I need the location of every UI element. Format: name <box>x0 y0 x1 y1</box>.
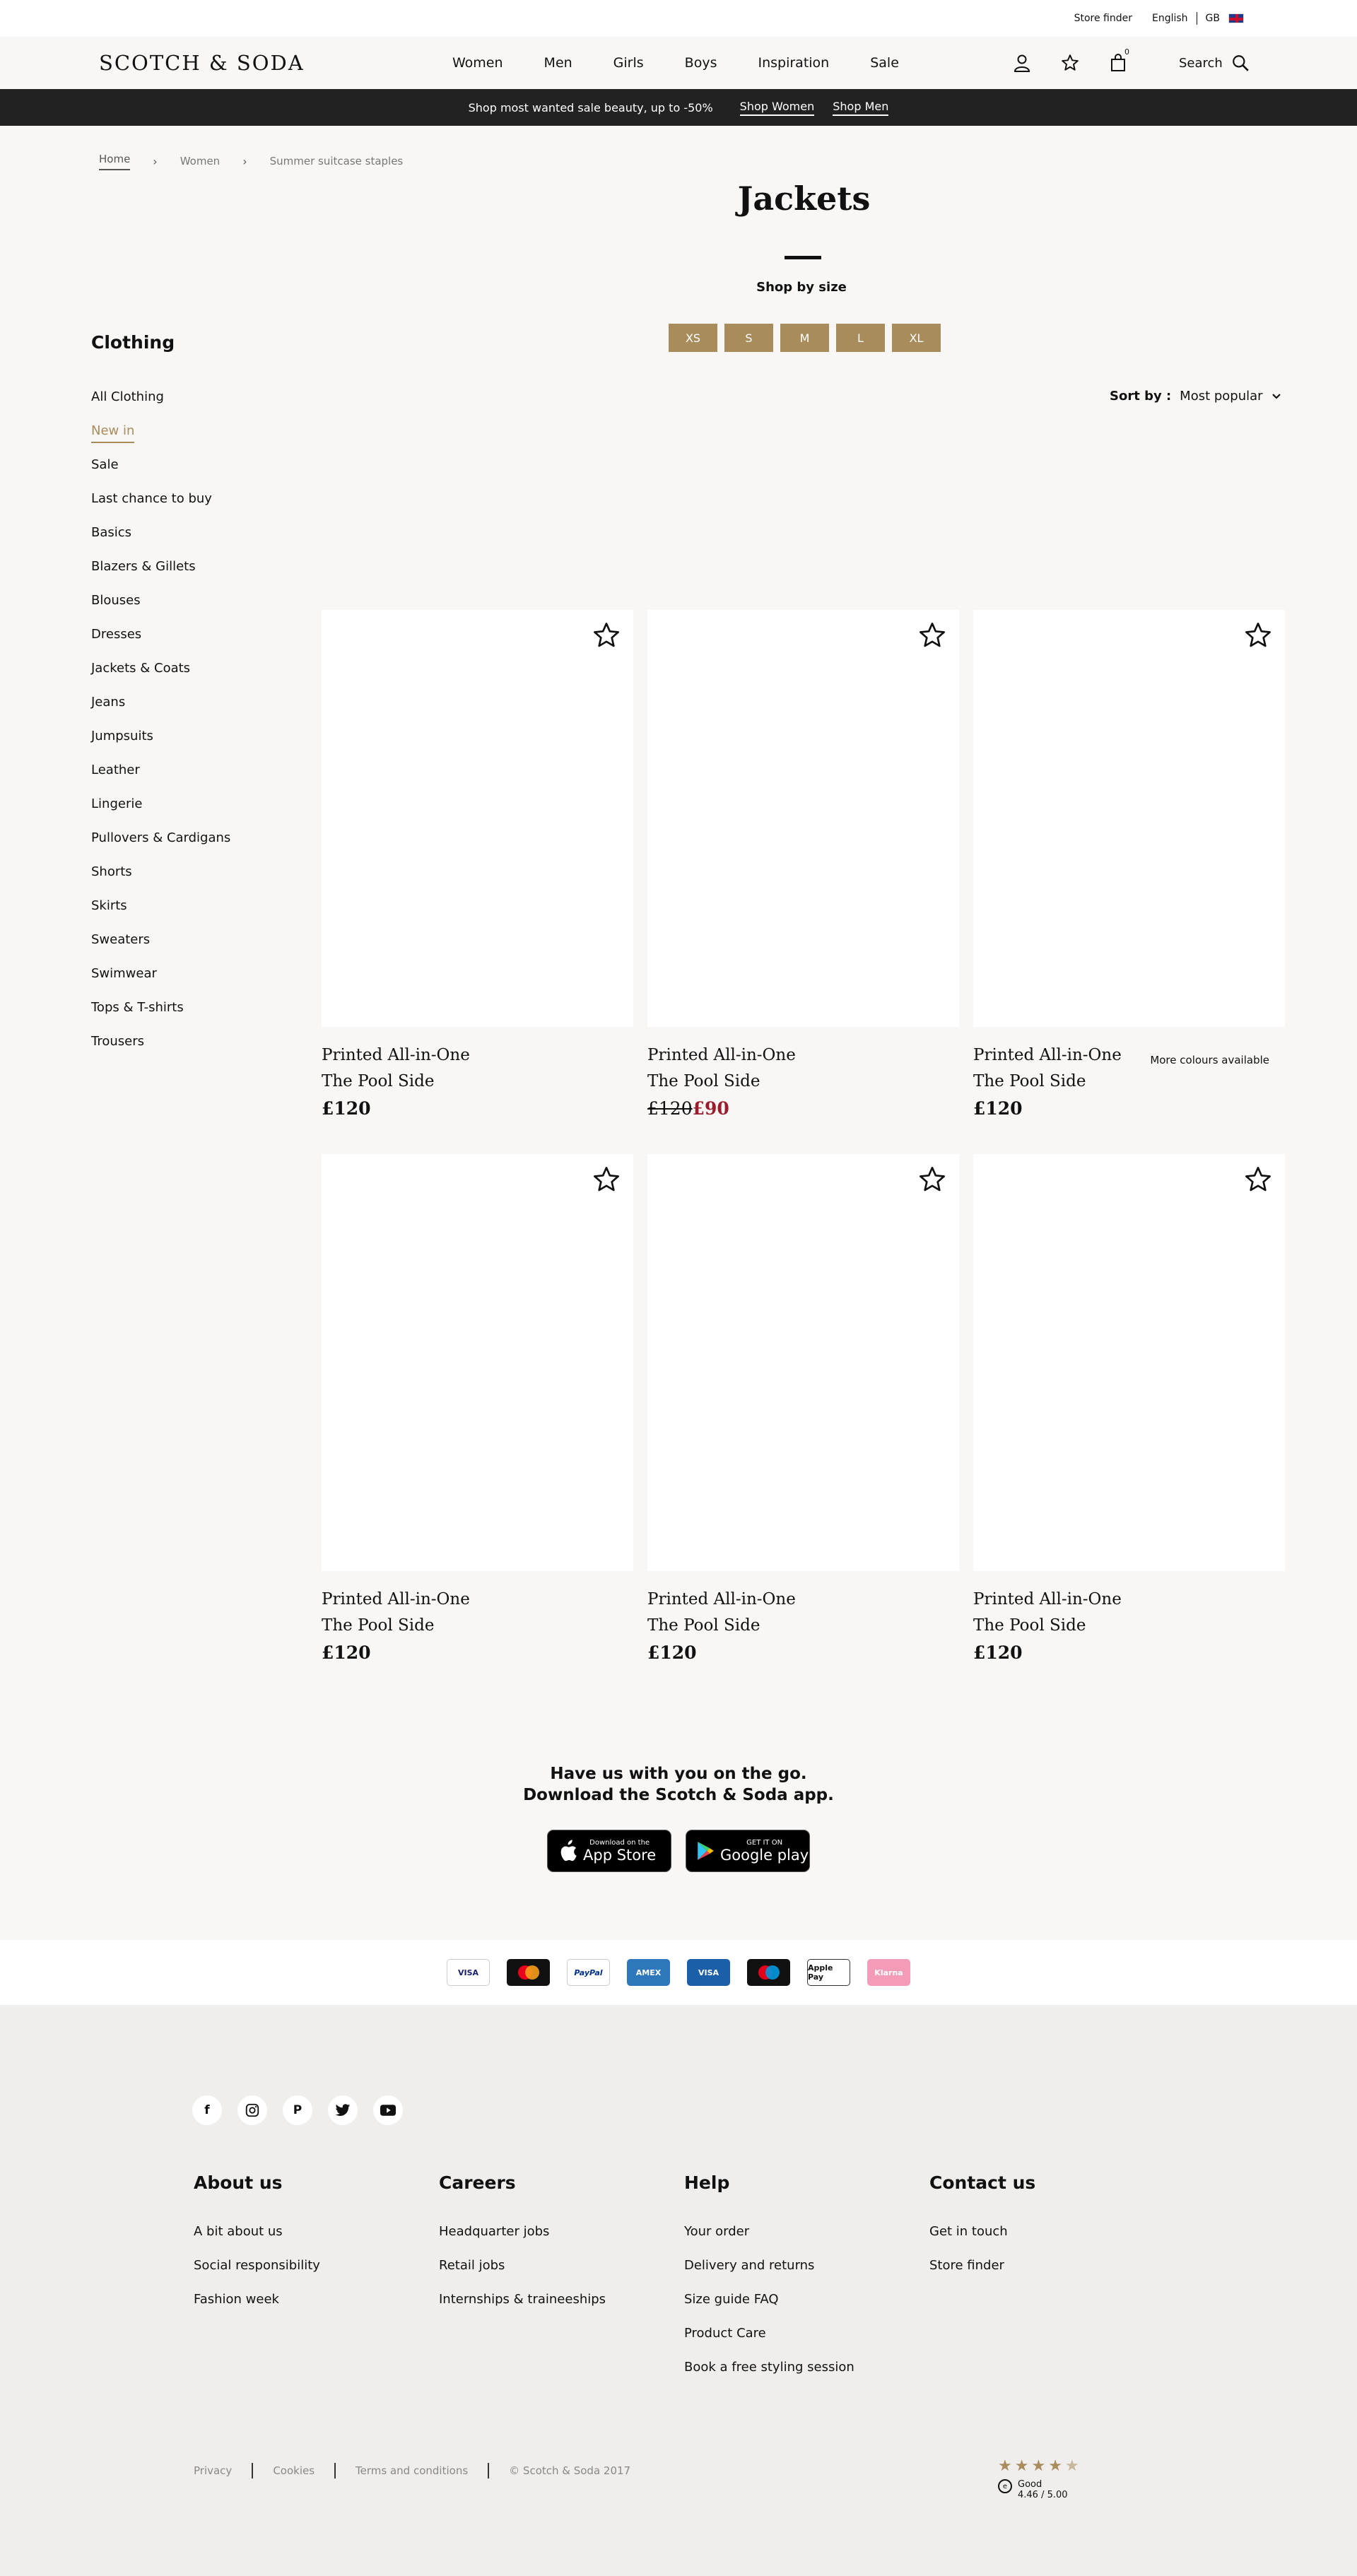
sidebar-item-label: Tops & T-shirts <box>91 1000 184 1015</box>
footer-column-title: About us <box>194 2172 283 2193</box>
sidebar-item[interactable] <box>91 898 230 932</box>
title-divider <box>785 256 821 259</box>
product-image[interactable] <box>973 1154 1285 1571</box>
product-image[interactable] <box>973 610 1285 1027</box>
promo-shop-women-link[interactable]: Shop Women <box>740 100 815 116</box>
nav-girls[interactable]: Girls <box>613 55 644 71</box>
search-icon <box>1231 54 1250 72</box>
visa-electron-icon: VISA <box>687 1959 730 1986</box>
product-old-price: £120 <box>647 1098 693 1119</box>
sidebar-item[interactable] <box>91 389 230 423</box>
gplay-big-text: Google play <box>720 1846 809 1864</box>
nav-sale[interactable]: Sale <box>870 55 899 71</box>
product-image[interactable] <box>647 610 959 1027</box>
sidebar-item-label: Blouses <box>91 593 141 608</box>
sidebar-item[interactable] <box>91 491 230 525</box>
promo-text: Shop most wanted sale beauty, up to -50% <box>468 100 713 114</box>
rating-stars <box>998 2457 1079 2475</box>
sidebar-item[interactable] <box>91 932 230 966</box>
size-button-l[interactable]: L <box>836 324 885 352</box>
footer-link[interactable]: Product Care <box>684 2326 766 2341</box>
product-card[interactable] <box>973 1154 1285 1698</box>
sidebar-item-label: Basics <box>91 525 132 540</box>
sidebar-item[interactable] <box>91 559 230 593</box>
sidebar-item[interactable] <box>91 1000 230 1034</box>
sidebar-item-label: Dresses <box>91 627 142 642</box>
twitter-icon[interactable] <box>328 2095 358 2125</box>
wishlist-star-icon[interactable] <box>918 1165 946 1194</box>
pinterest-icon[interactable]: P <box>283 2095 312 2125</box>
country-label: GB <box>1205 13 1220 24</box>
footer-column-about <box>194 2172 439 2394</box>
sidebar-item[interactable] <box>91 830 230 864</box>
paypal-icon: PayPal <box>567 1959 610 1986</box>
sidebar-item-label: Swimwear <box>91 966 157 981</box>
payment-methods <box>0 1940 1357 2005</box>
sidebar-item[interactable] <box>91 525 230 559</box>
sort-label: Sort by : <box>1110 389 1172 404</box>
sidebar-item-label: Lingerie <box>91 796 143 811</box>
breadcrumb <box>0 126 1357 177</box>
product-image[interactable] <box>322 610 633 1027</box>
rating-value: 4.46 / 5.00 <box>1018 2490 1068 2500</box>
divider <box>252 2463 253 2478</box>
product-card[interactable] <box>322 610 633 1154</box>
sidebar-item-label: Leather <box>91 763 140 777</box>
star-icon: ★ <box>998 2457 1012 2475</box>
sidebar-item-label: Jeans <box>91 695 126 710</box>
footer-link[interactable]: Your order <box>684 2224 750 2239</box>
klarna-icon: Klarna <box>867 1959 910 1986</box>
promo-shop-men-link[interactable]: Shop Men <box>833 100 888 116</box>
page-title: Jackets <box>737 180 871 218</box>
sidebar-item-label: Pullovers & Cardigans <box>91 830 231 845</box>
product-image[interactable] <box>647 1154 959 1571</box>
nav-boys[interactable]: Boys <box>684 55 717 71</box>
wishlist-star-icon[interactable] <box>918 621 946 649</box>
search-button[interactable] <box>1179 54 1250 72</box>
sidebar-item[interactable] <box>91 593 230 627</box>
sidebar-heading: Clothing <box>91 332 175 353</box>
nav-inspiration[interactable]: Inspiration <box>758 55 830 71</box>
sidebar-item-label: Skirts <box>91 898 127 913</box>
utility-bar <box>0 0 1357 37</box>
nav-women[interactable]: Women <box>452 55 503 71</box>
visa-icon: VISA <box>447 1959 490 1986</box>
search-label: Search <box>1179 55 1223 71</box>
youtube-icon[interactable] <box>373 2095 403 2125</box>
product-subtitle: The Pool Side <box>647 1616 760 1635</box>
page-heading <box>0 177 1357 403</box>
copyright: © Scotch & Soda 2017 <box>509 2464 631 2477</box>
sidebar-item-label: Sweaters <box>91 932 151 947</box>
wishlist-star-icon[interactable] <box>1244 621 1272 649</box>
product-price <box>647 1095 959 1123</box>
sidebar-item-label: Blazers & Gillets <box>91 559 196 574</box>
footer-columns <box>194 2172 1175 2394</box>
main-nav <box>452 55 899 71</box>
app-store-button[interactable] <box>547 1830 671 1872</box>
footer-link[interactable]: Get in touch <box>929 2224 1008 2239</box>
appstore-big-text: App Store <box>583 1846 657 1864</box>
language-label: English <box>1151 13 1188 24</box>
sidebar-item[interactable] <box>91 1034 230 1068</box>
sidebar-item-label: New in <box>91 423 134 443</box>
product-price: £120 <box>647 1642 697 1663</box>
site-footer <box>0 2005 1357 2576</box>
size-filter <box>669 324 941 352</box>
product-name[interactable]: Printed All-in-One <box>647 1046 796 1064</box>
facebook-icon[interactable]: f <box>192 2095 222 2125</box>
apple-pay-icon: Apple Pay <box>807 1959 850 1986</box>
footer-link[interactable]: Retail jobs <box>439 2258 505 2273</box>
footer-column-help <box>684 2172 929 2394</box>
gplay-small-text: GET IT ON <box>746 1838 783 1847</box>
star-icon: ★ <box>1048 2457 1062 2475</box>
app-promo-line2: Download the Scotch & Soda app. <box>523 1786 834 1804</box>
footer-link[interactable]: A bit about us <box>194 2224 283 2239</box>
store-finder-link[interactable]: Store finder <box>1074 13 1132 24</box>
sort-value: Most popular <box>1180 389 1263 404</box>
cart-count-badge: 0 <box>1124 47 1129 57</box>
sidebar-item-label: Last chance to buy <box>91 491 212 506</box>
nav-men[interactable]: Men <box>544 55 572 71</box>
star-icon: ★ <box>1031 2457 1046 2475</box>
legal-links <box>194 2463 630 2478</box>
wishlist-star-icon[interactable] <box>592 621 621 649</box>
customer-rating[interactable] <box>998 2457 1079 2500</box>
wishlist-star-icon[interactable] <box>592 1165 621 1194</box>
footer-link[interactable]: Internships & traineeships <box>439 2292 606 2307</box>
chevron-right-icon: › <box>153 154 158 168</box>
instagram-icon[interactable] <box>237 2095 267 2125</box>
product-image[interactable] <box>322 1154 633 1571</box>
language-selector[interactable] <box>1152 12 1244 25</box>
google-play-icon <box>696 1841 715 1861</box>
chevron-down-icon <box>1271 393 1281 400</box>
product-subtitle: The Pool Side <box>322 1616 435 1635</box>
product-name[interactable]: Printed All-in-One <box>322 1046 470 1064</box>
google-play-button[interactable] <box>686 1830 810 1872</box>
product-sale-price: £90 <box>692 1098 729 1119</box>
sidebar-item-active[interactable] <box>91 423 230 457</box>
footer-link[interactable]: Social responsibility <box>194 2258 320 2273</box>
amex-icon: AMEX <box>627 1959 670 1986</box>
sidebar-item-label: Sale <box>91 457 119 472</box>
footer-column-contact <box>929 2172 1175 2394</box>
sidebar-item-label: Jumpsuits <box>91 729 153 743</box>
brand-logo[interactable]: SCOTCH & SODA <box>99 51 305 75</box>
sidebar-item-label: Trousers <box>91 1034 145 1049</box>
chevron-right-icon: › <box>242 154 247 168</box>
size-button-xl[interactable]: XL <box>892 324 941 352</box>
product-subtitle: The Pool Side <box>973 1616 1086 1635</box>
rating-label: Good <box>1018 2479 1042 2490</box>
footer-link[interactable]: Delivery and returns <box>684 2258 815 2273</box>
sidebar-item-label: Shorts <box>91 864 132 879</box>
product-card[interactable] <box>647 1154 959 1698</box>
divider <box>334 2463 336 2478</box>
half-star-icon: ★ <box>1064 2457 1079 2475</box>
breadcrumb-current[interactable]: Summer suitcase staples <box>269 155 404 167</box>
product-name[interactable]: Printed All-in-One <box>973 1590 1122 1608</box>
shop-by-size-label: Shop by size <box>756 280 847 295</box>
sidebar-item[interactable] <box>91 763 230 796</box>
cookies-link[interactable]: Cookies <box>273 2464 315 2477</box>
category-sidebar <box>91 332 231 1068</box>
breadcrumb-women[interactable]: Women <box>180 155 221 167</box>
product-grid <box>322 610 1283 1698</box>
app-download-section <box>0 1763 1357 1872</box>
sidebar-item[interactable] <box>91 695 230 729</box>
header-icons <box>1011 47 1129 74</box>
sidebar-item[interactable] <box>91 627 230 661</box>
sort-dropdown[interactable] <box>1110 389 1281 404</box>
sidebar-item[interactable] <box>91 966 230 1000</box>
footer-link[interactable]: Size guide FAQ <box>684 2292 779 2307</box>
product-subtitle: The Pool Side <box>647 1072 760 1090</box>
breadcrumb-home[interactable]: Home <box>99 153 130 170</box>
product-subtitle: The Pool Side <box>973 1072 1086 1090</box>
maestro-icon <box>747 1959 790 1986</box>
product-price: £120 <box>322 1098 371 1119</box>
cart-bag-icon[interactable] <box>1107 47 1129 74</box>
reviews-logo-icon: e <box>998 2479 1012 2493</box>
product-price: £120 <box>973 1098 1023 1119</box>
app-promo-line1: Have us with you on the go. <box>550 1765 807 1783</box>
terms-link[interactable]: Terms and conditions <box>356 2464 469 2477</box>
apple-icon <box>558 1840 577 1862</box>
product-name[interactable]: Printed All-in-One <box>973 1046 1122 1064</box>
product-card[interactable] <box>647 610 959 1154</box>
footer-column-careers <box>439 2172 684 2394</box>
footer-link[interactable]: Store finder <box>929 2258 1004 2273</box>
product-name[interactable]: Printed All-in-One <box>322 1590 470 1608</box>
privacy-link[interactable]: Privacy <box>194 2464 233 2477</box>
product-price: £120 <box>973 1642 1023 1663</box>
sidebar-item-label: All Clothing <box>91 389 164 404</box>
footer-link[interactable]: Headquarter jobs <box>439 2224 550 2239</box>
site-header <box>0 37 1357 89</box>
mastercard-icon <box>507 1959 550 1986</box>
size-button-s[interactable]: S <box>724 324 773 352</box>
product-card[interactable] <box>322 1154 633 1698</box>
product-price: £120 <box>322 1642 371 1663</box>
product-name[interactable]: Printed All-in-One <box>647 1590 796 1608</box>
sidebar-item[interactable] <box>91 457 230 491</box>
size-button-m[interactable]: M <box>780 324 829 352</box>
appstore-small-text: Download on the <box>589 1838 650 1847</box>
divider <box>488 2463 489 2478</box>
more-colours-note[interactable]: More colours available <box>1150 1054 1269 1066</box>
footer-column-title: Careers <box>439 2172 516 2193</box>
sidebar-item[interactable] <box>91 864 230 898</box>
footer-column-title: Contact us <box>929 2172 1036 2193</box>
size-button-xs[interactable]: XS <box>669 324 717 352</box>
social-links <box>192 2095 403 2125</box>
footer-column-title: Help <box>684 2172 730 2193</box>
sidebar-item[interactable] <box>91 661 230 695</box>
product-subtitle: The Pool Side <box>322 1072 435 1090</box>
star-icon: ★ <box>1014 2457 1029 2475</box>
footer-link[interactable]: Book a free styling session <box>684 2360 854 2375</box>
footer-link[interactable]: Fashion week <box>194 2292 279 2307</box>
uk-flag-icon <box>1228 13 1244 23</box>
account-icon[interactable] <box>1011 52 1033 74</box>
promo-bar <box>0 89 1357 126</box>
wishlist-star-icon[interactable] <box>1244 1165 1272 1194</box>
sidebar-item-label: Jackets & Coats <box>91 661 191 676</box>
wishlist-star-icon[interactable] <box>1059 52 1081 74</box>
product-card[interactable] <box>973 610 1285 1154</box>
sidebar-item[interactable] <box>91 796 230 830</box>
sidebar-item[interactable] <box>91 729 230 763</box>
